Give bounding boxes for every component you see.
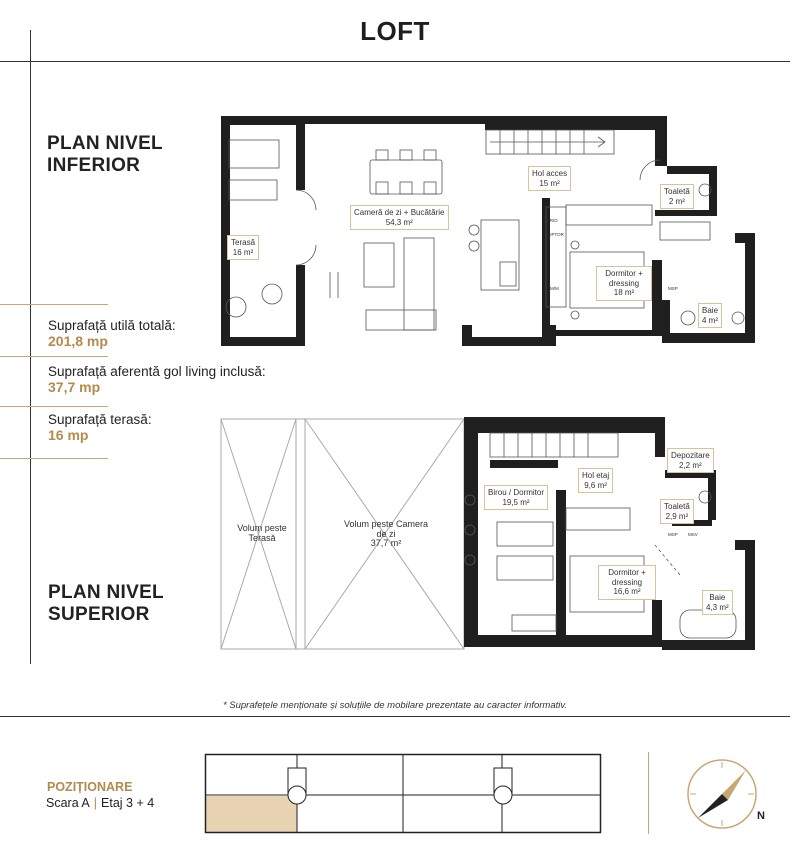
positioning-title: POZIȚIONARE xyxy=(47,780,133,794)
stat-gap-living-value: 37,7 mp xyxy=(48,379,101,395)
room-toilet-upper: Toaletă 2,9 m² xyxy=(660,499,694,524)
upper-plan-heading-line1: PLAN NIVEL xyxy=(48,582,164,603)
dryer-label-upper: MSP xyxy=(668,532,678,537)
stat-terrace-label: Suprafață terasă: xyxy=(48,412,152,427)
room-volume-living: Volum peste Camera de zi 37,7 m² xyxy=(343,519,429,548)
room-bedroom-upper: Dormitor + dressing 16,6 m² xyxy=(598,565,656,600)
footer-divider xyxy=(0,716,790,717)
room-bathroom-lower: Baie 4 m² xyxy=(698,303,722,328)
dryer-label: MSP xyxy=(668,286,678,291)
room-storage: Depozitare 2,2 m² xyxy=(667,448,714,473)
lower-plan-heading-line1: PLAN NIVEL xyxy=(47,133,163,154)
disclaimer-note: * Suprafețele menționate și soluțiile de mobilare prezentate au caracter informativ. xyxy=(222,700,568,711)
washer-label: MSV xyxy=(688,532,698,537)
stat-total-area-label: Suprafață utilă totală: xyxy=(48,318,176,333)
room-upper-hall: Hol etaj 9,6 m² xyxy=(578,468,613,493)
building-key-plan xyxy=(200,750,605,836)
room-office-bedroom: Birou / Dormitor 19,5 m² xyxy=(484,485,548,510)
room-living-kitchen: Cameră de zi + Bucătărie 54,3 m² xyxy=(350,205,449,230)
room-toilet-lower: Toaletă 2 m² xyxy=(660,184,694,209)
room-bathroom-upper: Baie 4,3 m² xyxy=(702,590,733,615)
lower-plan-walls xyxy=(221,116,755,346)
fridge-label: FRIG xyxy=(547,218,558,223)
stat-total-area-value: 201,8 mp xyxy=(48,333,108,349)
north-label: N xyxy=(757,810,765,822)
room-terrace: Terasă 16 m² xyxy=(227,235,259,260)
highlighted-unit xyxy=(206,796,297,832)
lower-plan-heading-line2: INFERIOR xyxy=(47,155,141,176)
dishwasher-label: M/M xyxy=(550,286,559,291)
positioning-separator: | xyxy=(93,796,98,810)
compass-icon xyxy=(684,756,760,832)
oven-label: CUPTOR xyxy=(545,232,564,237)
page-title: LOFT xyxy=(360,16,430,46)
stair-label: Scara A xyxy=(46,796,90,810)
room-entrance-hall: Hol acces 15 m² xyxy=(528,166,571,191)
positioning-info xyxy=(46,796,154,810)
floor-label: Etaj 3 + 4 xyxy=(101,796,155,810)
stat-gap-living-label: Suprafață aferentă gol living inclusă: xyxy=(48,364,266,379)
upper-plan-heading-line2: SUPERIOR xyxy=(48,604,150,625)
stat-terrace-value: 16 mp xyxy=(48,427,89,443)
room-volume-terrace: Volum peste Terasă xyxy=(237,523,287,543)
room-bedroom-lower: Dormitor + dressing 18 m² xyxy=(596,266,652,301)
compass-divider xyxy=(648,752,649,834)
